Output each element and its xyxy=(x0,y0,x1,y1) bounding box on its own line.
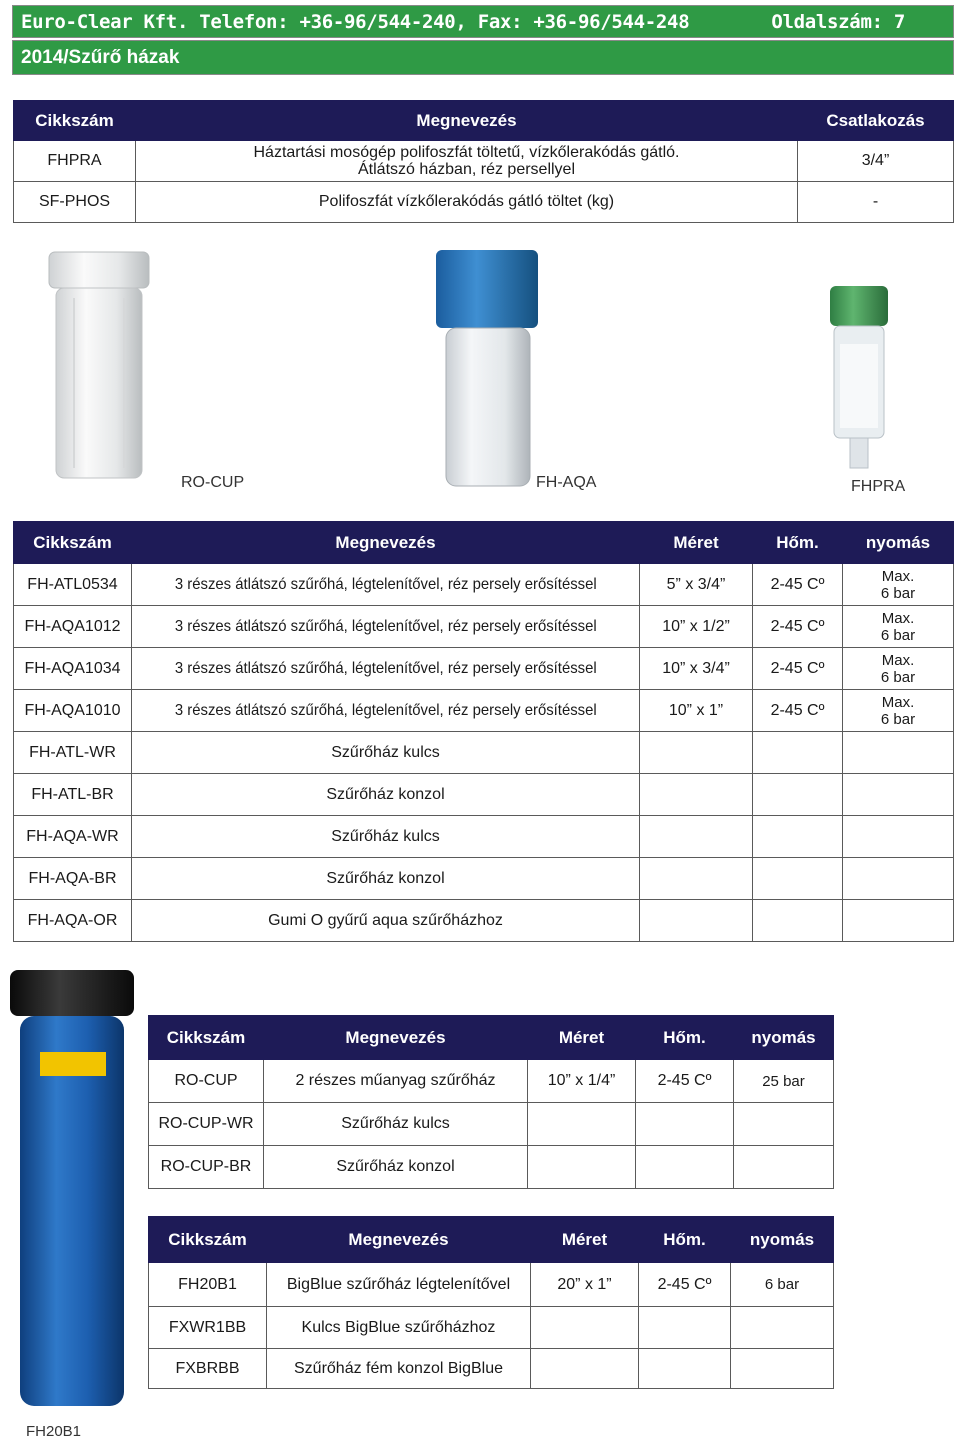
ro-cup-image xyxy=(44,248,154,488)
cell-empty xyxy=(639,1349,731,1389)
pressure-value: 6 bar xyxy=(880,668,916,686)
table-row xyxy=(14,648,954,690)
cell-name-line: Háztartási mosógép polifoszfát töltetű, vízkőlerakódás gátló. xyxy=(253,144,680,161)
table-bigblue xyxy=(148,1216,834,1389)
product-label-fhpra: FHPRA xyxy=(851,478,906,495)
table-row xyxy=(14,606,954,648)
column-header: Cikkszám xyxy=(14,101,136,141)
pressure-max: Max. xyxy=(881,567,915,585)
pressure-max: Max. xyxy=(881,651,915,669)
cell-size: 10” x 1” xyxy=(640,690,753,732)
table-header-row xyxy=(149,1016,834,1060)
cell-code: RO-CUP-BR xyxy=(149,1146,264,1189)
cell-empty xyxy=(640,858,753,900)
page-number: Oldalszám: 7 xyxy=(771,10,905,33)
table-polyphosphate xyxy=(13,100,954,223)
column-header: Hőm. xyxy=(753,522,843,564)
pressure-max: Max. xyxy=(881,609,915,627)
cell-temp: 2-45 Cº xyxy=(639,1263,731,1307)
column-header: Méret xyxy=(531,1217,639,1263)
page-header xyxy=(12,5,954,38)
cell-name xyxy=(132,690,640,732)
table-header-row xyxy=(149,1217,834,1263)
fh20b1-image xyxy=(6,966,138,1416)
cell-empty xyxy=(639,1307,731,1349)
cell-empty xyxy=(640,732,753,774)
column-header: Csatlakozás xyxy=(798,101,954,141)
table-row xyxy=(149,1060,834,1103)
table-row xyxy=(149,1349,834,1389)
cell-name xyxy=(136,141,798,182)
column-header: nyomás xyxy=(843,522,954,564)
column-header: Hőm. xyxy=(636,1016,734,1060)
cell-empty xyxy=(753,900,843,942)
table-row xyxy=(14,774,954,816)
cell-name xyxy=(132,648,640,690)
cell-code: FH-ATL-WR xyxy=(14,732,132,774)
cell-name-line: Átlátszó házban, réz persellyel xyxy=(358,161,575,178)
cell-name-text: 3 részes átlátszó szűrőhá, légtelenítővel, réz persely erősítéssel xyxy=(174,575,597,593)
cell-empty xyxy=(753,732,843,774)
cell-temp: 2-45 Cº xyxy=(636,1060,734,1103)
cell-empty xyxy=(843,732,954,774)
table-row xyxy=(14,900,954,942)
cell-name-text: 3 részes átlátszó szűrőhá, légtelenítővel, réz persely erősítéssel xyxy=(174,617,597,635)
cell-size: 5” x 3/4” xyxy=(640,564,753,606)
cell-temp: 2-45 Cº xyxy=(753,690,843,732)
cell-name xyxy=(132,606,640,648)
cell-empty xyxy=(753,816,843,858)
table-row xyxy=(14,816,954,858)
cell-empty xyxy=(843,858,954,900)
table-ro-cup xyxy=(148,1015,834,1189)
cell-temp: 2-45 Cº xyxy=(753,564,843,606)
column-header: Cikkszám xyxy=(14,522,132,564)
cell-empty xyxy=(640,774,753,816)
section-title: 2014/Szűrő házak xyxy=(21,46,180,68)
cell-name: Szűrőház kulcs xyxy=(132,816,640,858)
table-row xyxy=(149,1263,834,1307)
cell-pressure xyxy=(843,564,954,606)
cell-connection: - xyxy=(798,182,954,223)
column-header: Méret xyxy=(640,522,753,564)
cell-empty xyxy=(731,1349,834,1389)
cell-pressure xyxy=(843,690,954,732)
cell-name: Szűrőház konzol xyxy=(264,1146,528,1189)
cell-size: 10” x 3/4” xyxy=(640,648,753,690)
cell-empty xyxy=(528,1146,636,1189)
cell-size: 10” x 1/4” xyxy=(528,1060,636,1103)
cell-code: FH-AQA-BR xyxy=(14,858,132,900)
cell-temp: 2-45 Cº xyxy=(753,648,843,690)
cell-pressure: 6 bar xyxy=(731,1263,834,1307)
cell-name: Szűrőház konzol xyxy=(132,774,640,816)
cell-empty xyxy=(528,1103,636,1146)
pressure-value: 6 bar xyxy=(880,626,916,644)
cell-pressure: 25 bar xyxy=(734,1060,834,1103)
cell-code: FH-AQA-WR xyxy=(14,816,132,858)
cell-empty xyxy=(531,1349,639,1389)
product-label-fh-aqa: FH-AQA xyxy=(536,474,597,491)
cell-empty xyxy=(640,900,753,942)
cell-code: FH-AQA1034 xyxy=(14,648,132,690)
column-header: Megnevezés xyxy=(267,1217,531,1263)
cell-code: FH-ATL0534 xyxy=(14,564,132,606)
cell-empty xyxy=(843,816,954,858)
column-header: Cikkszám xyxy=(149,1016,264,1060)
table-header-row xyxy=(14,101,954,141)
table-transparent-housings xyxy=(13,521,954,942)
cell-code: FHPRA xyxy=(14,141,136,182)
cell-empty xyxy=(843,900,954,942)
cell-empty xyxy=(531,1307,639,1349)
cell-name: Szűrőház konzol xyxy=(132,858,640,900)
cell-code: FXBRBB xyxy=(149,1349,267,1389)
cell-empty xyxy=(731,1307,834,1349)
cell-name-text: 3 részes átlátszó szűrőhá, légtelenítővel, réz persely erősítéssel xyxy=(174,659,597,677)
cell-name: 2 részes műanyag szűrőház xyxy=(264,1060,528,1103)
cell-empty xyxy=(843,774,954,816)
cell-pressure xyxy=(843,648,954,690)
cell-pressure xyxy=(843,606,954,648)
cell-size: 20” x 1” xyxy=(531,1263,639,1307)
cell-empty xyxy=(734,1103,834,1146)
cell-code: SF-PHOS xyxy=(14,182,136,223)
table-row xyxy=(149,1103,834,1146)
table-row xyxy=(149,1307,834,1349)
cell-name: Szűrőház kulcs xyxy=(132,732,640,774)
section-title-bar xyxy=(12,40,954,75)
cell-temp: 2-45 Cº xyxy=(753,606,843,648)
column-header: Cikkszám xyxy=(149,1217,267,1263)
product-label-ro-cup: RO-CUP xyxy=(181,474,245,491)
cell-code: FXWR1BB xyxy=(149,1307,267,1349)
cell-code: RO-CUP xyxy=(149,1060,264,1103)
cell-empty xyxy=(753,858,843,900)
cell-connection: 3/4” xyxy=(798,141,954,182)
cell-name: Polifoszfát vízkőlerakódás gátló töltet (kg) xyxy=(136,182,798,223)
cell-name-text: 3 részes átlátszó szűrőhá, légtelenítővel, réz persely erősítéssel xyxy=(174,701,597,719)
table-row xyxy=(14,564,954,606)
cell-name: Szűrőház fém konzol BigBlue xyxy=(267,1349,531,1389)
table-row xyxy=(14,732,954,774)
table-row xyxy=(149,1146,834,1189)
cell-code: FH-AQA1010 xyxy=(14,690,132,732)
cell-code: RO-CUP-WR xyxy=(149,1103,264,1146)
product-label-fh20b1: FH20B1 xyxy=(26,1423,82,1440)
cell-code: FH-ATL-BR xyxy=(14,774,132,816)
pressure-max: Max. xyxy=(881,693,915,711)
cell-empty xyxy=(753,774,843,816)
cell-code: FH-AQA-OR xyxy=(14,900,132,942)
table-row xyxy=(14,858,954,900)
cell-empty xyxy=(640,816,753,858)
column-header: nyomás xyxy=(731,1217,834,1263)
cell-empty xyxy=(636,1103,734,1146)
cell-code: FH-AQA1012 xyxy=(14,606,132,648)
column-header: Hőm. xyxy=(639,1217,731,1263)
cell-name: Szűrőház kulcs xyxy=(264,1103,528,1146)
column-header: Megnevezés xyxy=(264,1016,528,1060)
company-contact: Euro-Clear Kft. Telefon: +36-96/544-240, Fax: +36-96/544-248 xyxy=(21,10,690,33)
pressure-value: 6 bar xyxy=(880,710,916,728)
cell-empty xyxy=(636,1146,734,1189)
cell-code: FH20B1 xyxy=(149,1263,267,1307)
cell-name xyxy=(132,564,640,606)
cell-name: Kulcs BigBlue szűrőházhoz xyxy=(267,1307,531,1349)
cell-name: Gumi O gyűrű aqua szűrőházhoz xyxy=(132,900,640,942)
cell-name: BigBlue szűrőház légtelenítővel xyxy=(267,1263,531,1307)
table-row xyxy=(14,182,954,223)
cell-empty xyxy=(734,1146,834,1189)
column-header: nyomás xyxy=(734,1016,834,1060)
column-header: Méret xyxy=(528,1016,636,1060)
fhpra-image xyxy=(826,284,892,474)
table-row xyxy=(14,141,954,182)
table-row xyxy=(14,690,954,732)
table-header-row xyxy=(14,522,954,564)
column-header: Megnevezés xyxy=(136,101,798,141)
cell-size: 10” x 1/2” xyxy=(640,606,753,648)
pressure-value: 6 bar xyxy=(880,584,916,602)
fh-aqa-image xyxy=(432,248,542,493)
column-header: Megnevezés xyxy=(132,522,640,564)
